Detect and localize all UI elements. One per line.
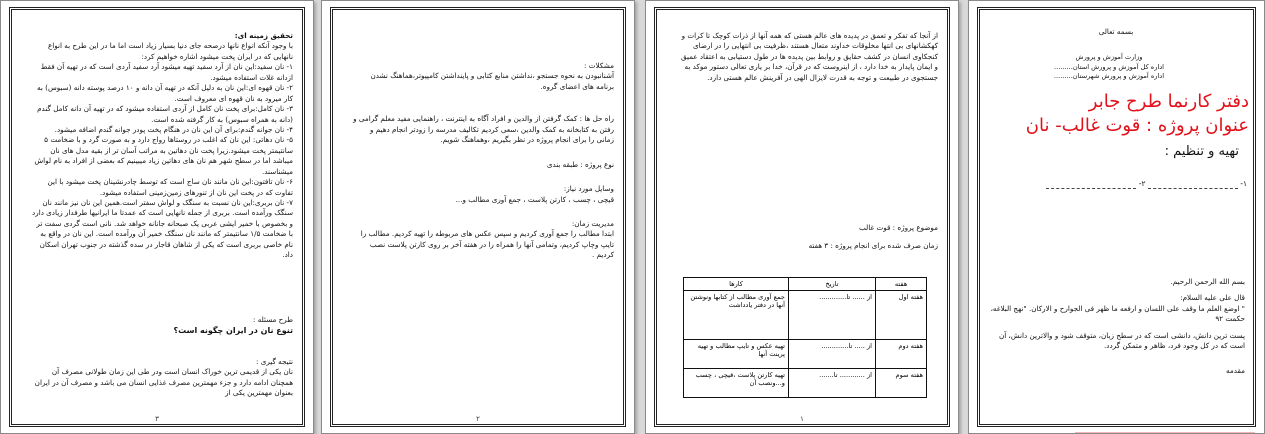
date-cell: از ............ تا....... — [789, 369, 876, 398]
time-text: ابتدا مطالب را جمع آوری کردیم و سپس عکس های مربوطه را تهیه کردیم. مطالب را تایپ وچاپ کردیم، وتمامی آنها را همراه را در هفته آخر بر روی کارتن پلاست نصب کردیم . — [360, 229, 614, 260]
basmala: بسم الله الرحمن الرحیم. — [1170, 277, 1245, 286]
page-edge-mark — [1075, 432, 1255, 433]
week-cell: هفته سوم — [876, 369, 927, 398]
header-week: هفته — [876, 278, 927, 291]
document-page-3 — [321, 0, 635, 434]
red-subject: عنوان پروژه : قوت غالب- نان — [1025, 115, 1249, 136]
intro-text: از آنجا که تفکر و تعمق در پدیده های عالم هستی که همه آنها از ذرات کوچک تا کرات و کهکشانهای بی انتها مخلوقات خداوند متعال هستند ،ظرفیت بی انتهایی را در ارضای کنجکاوی انسان در کشف حقایق و روابط بین پدیده ها در طول دستیابی به اعتقاد عمیق و ایمان پایدار به خدا دارد ، از اینروست که در قرآن، خدا بر یاری تعالی دستور موکد به جستجوی در طبیعت و توجه به قدرت لایزال الهی در آفرینش عالم هستی دارد. — [680, 31, 938, 82]
ministry-line: اداره آموزش و پرورش شهرستان......... — [1053, 72, 1165, 81]
research-paragraph: ۷- نان بربری:این نان نسبت به سنگک و لواش سفتر است.همین این نان نیز مانند نان سنگک ورآمده است. بربری از جمله نانهایی است که عمدتا ما ایرانیها طرفدار زیادی دارد و بخصوص با خمیر ایشی عربی یک صبحانه جانانه خواهد شد. نانی است گردی سفت تر با ضخامت ۱/۵ سانتیمتر که مانند نان سنگک خمیر آن ورآمده است. این نان در واقع به نام خاصی بربری است که یکی از شاهان قاجار در سده گذشته در جنوب تهران اسکان داد. — [32, 198, 293, 260]
page-number: ۳ — [155, 415, 159, 423]
table-row — [684, 291, 927, 340]
problem-label: طرح مسئله : — [253, 315, 293, 324]
time-title: مدیریت زمان: — [571, 218, 614, 228]
red-title: دفتر کارنما طرح جابر — [1088, 91, 1249, 112]
task-cell: جمع آوری مطالب از کتابها ونوشتن آنها در دفتر یادداشت — [684, 291, 789, 340]
page-4-body — [31, 31, 293, 261]
page-3-body — [352, 61, 614, 261]
schedule-table — [683, 277, 927, 398]
project-duration: زمان صرف شده برای انجام پروژه : ۳ هفته — [808, 241, 938, 251]
project-info — [676, 223, 938, 252]
page-1-header — [989, 27, 1243, 37]
research-paragraph: ۴- نان جوانه گندم:برای آن این نان در هنگام پخت پودر جوانه گندم اضافه میشود. — [54, 124, 293, 134]
names-blanks — [989, 179, 1247, 189]
blank-2-line — [1046, 179, 1136, 189]
hadith-text: " اوضع العلم ما وقف علی اللسان و ارفعه ما ظهر فی الجوارح و الارکان. "نهج البلاغه، حکمت ۹۲ — [990, 303, 1245, 324]
conclusion-title: نتیجه گیری : — [255, 357, 293, 366]
research-title: تحقیق زمینه ای: — [234, 31, 293, 40]
problems-title: مشکلات : — [584, 61, 614, 70]
research-paragraph: با وجود آنکه انواع نانها درصحه جای دنیا بسیار زیاد است اما ما در این طرح به انواع نانهایی که در ایران پخت میشود اشاره خواهیم کرد: — [47, 41, 293, 61]
project-type: نوع پروژه : طبقه بندی — [546, 159, 614, 169]
blank-2-label: ۲- — [1138, 179, 1146, 188]
conclusion-text: نان یکی از قدیمی ترین خوراک انسان است ودر طی این زمان طولانی مصرف آن همچنان ادامه دارد و جزء مهمترین مصرف غذایی انسان می باشد و مصرف آن در ایران بعنوان مهمترین یکی از — [34, 367, 293, 398]
ministry-lines — [1019, 53, 1199, 82]
document-page-2 — [645, 0, 959, 434]
intro-label: مقدمه — [1226, 365, 1245, 375]
problem-statement — [31, 315, 293, 337]
problems-text: آشنانبودن به نحوه جستجو ،نداشتن منابع کتابی و پاینداشتن کامپیوتر،هماهنگ نشدن برنامه های اعضای گروه. — [370, 71, 614, 91]
page-number: ۲ — [476, 415, 480, 423]
page-1-body — [989, 277, 1245, 376]
bismillah-heading: بسمه تعالی — [1098, 27, 1134, 36]
ministry-line: وزارت آموزش و پرورش — [1075, 53, 1143, 61]
research-paragraph: ۶- نان تافتون:این نان مانند نان ساج است که توسط چادرنشینان پخت میشود با این تفاوت که در پخت این نان از تنورهای زمین‌زمینی استفاده میشود. — [47, 177, 293, 197]
blank-1-label: ۱- — [1240, 179, 1247, 188]
document-page-1 — [968, 0, 1265, 434]
task-cell: تهیه عکس و تایپ مطالب و تهیه پرینت آنها — [684, 340, 789, 369]
hadith-translation: پست ترین دانش، دانشی است که در سطح زبان، متوقف شود و والاترین دانش، آن است که در کل وجود فرد، ظاهر و متمکن گردد. — [999, 330, 1245, 351]
research-paragraph: ۳- نان کامل:برای پخت نان کامل از آردی استفاده میشود که در تهیه آن دانه کامل گندم (دانه به همراه سبوس) به کار گرفته شده است. — [37, 104, 293, 124]
solutions-text: راه حل ها : کمک گرفتن از والدین و افراد آگاه به اینترنت ، راهنمایی مفید معلم گرامی و رفتن به کتابخانه به کمک والدین ،سعی کردیم تکالیف مدرسه را زودتر انجام دهیم و زمانی را برای انجام پروژه در نظر بگیریم ،وهماهنگ شویم. — [353, 114, 614, 145]
ministry-line: اداره کل آموزش و پرورش استان......... — [1054, 62, 1164, 71]
prepared-by: تهیه و تنظیم : — [1164, 144, 1239, 159]
week-cell: هفته اول — [876, 291, 927, 340]
header-date: تاریخ — [789, 278, 876, 291]
research-paragraph: ۵- نان دهاتی: این نان که اغلب در روستاها رواج دارد و به صورت گرد و با ضخامت ۵ سانتیمتر پخت میشود.زیرا پخت نان دهاتین به مراتب آسان تر از بقیه مدل های نان میباشد اما در سطح شهر هم نان های دهاتین زیاد میبینیم که بعضی از افراد به نام لواش میشناسند. — [34, 135, 293, 176]
problem-question: تنوع نان در ایران چگونه است؟ — [173, 326, 293, 336]
table-row — [684, 340, 927, 369]
tools-title: وسایل مورد نیاز: — [563, 184, 614, 194]
header-tasks: کارها — [684, 278, 789, 291]
date-cell: از ..... تا............. — [789, 340, 876, 369]
research-paragraph: ۲- نان قهوه ای:این نان به دلیل آنکه در تهیه آن دانه و ۱۰ درصد پوسته دانه (سبوس) به کار میرود به نان قهوه ای معروف است. — [37, 83, 293, 103]
date-cell: از ...... تا............. — [789, 291, 876, 340]
hadith-intro: قال علی علیه السلام: — [1180, 293, 1245, 303]
task-cell: تهیه کارتن پلاست ،قیچی ، چسب و...ونصب آن — [684, 369, 789, 398]
tools-text: قیچی ، چسب ، کارتن پلاست ، جمع آوری مطالب و... — [455, 194, 614, 204]
conclusion-section — [31, 357, 293, 399]
document-page-4 — [0, 0, 314, 434]
table-header-row — [684, 278, 927, 291]
page-2-intro — [676, 31, 938, 83]
page-number: ۱ — [800, 415, 804, 423]
research-paragraph: ۱- نان سفید:این نان از آرد سفید تهیه میشود آرد سفید آردی است که در تهیه آن فقط ازدانه غلات استفاده میشود. — [40, 62, 293, 82]
project-subject: موضوع پروژه : قوت غالب — [858, 223, 938, 232]
week-cell: هفته دوم — [876, 340, 927, 369]
table-row — [684, 369, 927, 398]
blank-1-line — [1148, 179, 1238, 189]
